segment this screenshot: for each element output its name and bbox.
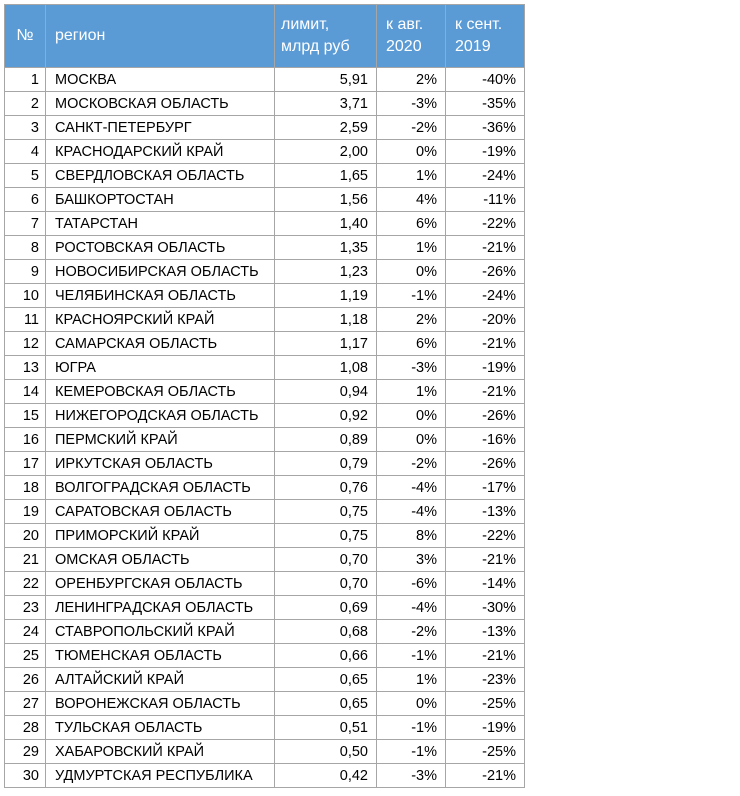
vs-sep-2019-cell: -22% [446,524,525,548]
limit-value-cell: 0,79 [275,452,377,476]
vs-aug-2020-cell: 1% [377,236,446,260]
vs-aug-2020-cell: -1% [377,716,446,740]
vs-sep-2019-cell: -30% [446,596,525,620]
vs-sep-2019-cell: -24% [446,284,525,308]
row-number-cell: 3 [5,116,46,140]
row-number-cell: 20 [5,524,46,548]
header-sep-line1: к сент. [455,16,503,33]
limit-value-cell: 2,59 [275,116,377,140]
limit-value-cell: 1,18 [275,308,377,332]
region-name-cell: АЛТАЙСКИЙ КРАЙ [46,668,275,692]
vs-sep-2019-cell: -21% [446,332,525,356]
limit-value-cell: 1,23 [275,260,377,284]
row-number-cell: 2 [5,92,46,116]
limit-value-cell: 1,35 [275,236,377,260]
table-row [5,188,525,212]
vs-aug-2020-cell: 1% [377,164,446,188]
table-row [5,548,525,572]
region-name-cell: МОСКВА [46,68,275,92]
limit-value-cell: 3,71 [275,92,377,116]
vs-sep-2019-cell: -17% [446,476,525,500]
vs-sep-2019-cell: -35% [446,92,525,116]
row-number-cell: 24 [5,620,46,644]
region-name-cell: КРАСНОДАРСКИЙ КРАЙ [46,140,275,164]
table-row [5,764,525,788]
vs-aug-2020-cell: 6% [377,332,446,356]
vs-sep-2019-cell: -21% [446,764,525,788]
region-name-cell: ЛЕНИНГРАДСКАЯ ОБЛАСТЬ [46,596,275,620]
table-header-row [5,5,525,68]
vs-sep-2019-cell: -26% [446,260,525,284]
table-row [5,476,525,500]
limit-value-cell: 0,92 [275,404,377,428]
table-row [5,356,525,380]
header-limit [275,5,377,68]
limit-value-cell: 0,50 [275,740,377,764]
row-number-cell: 18 [5,476,46,500]
vs-aug-2020-cell: -4% [377,476,446,500]
vs-sep-2019-cell: -36% [446,116,525,140]
table-row [5,164,525,188]
vs-aug-2020-cell: -1% [377,284,446,308]
row-number-cell: 21 [5,548,46,572]
row-number-cell: 29 [5,740,46,764]
vs-aug-2020-cell: 0% [377,428,446,452]
vs-sep-2019-cell: -22% [446,212,525,236]
region-name-cell: ТУЛЬСКАЯ ОБЛАСТЬ [46,716,275,740]
row-number-cell: 30 [5,764,46,788]
vs-sep-2019-cell: -21% [446,548,525,572]
row-number-cell: 8 [5,236,46,260]
vs-aug-2020-cell: 2% [377,308,446,332]
table-row [5,692,525,716]
table-row [5,212,525,236]
region-name-cell: ТЮМЕНСКАЯ ОБЛАСТЬ [46,644,275,668]
limit-value-cell: 0,70 [275,572,377,596]
limit-value-cell: 1,08 [275,356,377,380]
table-row [5,308,525,332]
vs-sep-2019-cell: -21% [446,380,525,404]
vs-aug-2020-cell: 2% [377,68,446,92]
limit-value-cell: 1,40 [275,212,377,236]
table-row [5,596,525,620]
header-region [46,5,275,68]
vs-aug-2020-cell: -1% [377,644,446,668]
vs-aug-2020-cell: -3% [377,356,446,380]
region-name-cell: САМАРСКАЯ ОБЛАСТЬ [46,332,275,356]
region-name-cell: ВОЛГОГРАДСКАЯ ОБЛАСТЬ [46,476,275,500]
vs-aug-2020-cell: 1% [377,380,446,404]
row-number-cell: 13 [5,356,46,380]
region-name-cell: КЕМЕРОВСКАЯ ОБЛАСТЬ [46,380,275,404]
table-row [5,620,525,644]
table-row [5,380,525,404]
row-number-cell: 19 [5,500,46,524]
header-region-label: регион [55,27,106,44]
region-name-cell: РОСТОВСКАЯ ОБЛАСТЬ [46,236,275,260]
vs-aug-2020-cell: 0% [377,404,446,428]
limit-value-cell: 0,75 [275,500,377,524]
limit-value-cell: 1,17 [275,332,377,356]
header-limit-line2: млрд руб [281,38,350,55]
table-row [5,524,525,548]
limit-value-cell: 0,68 [275,620,377,644]
vs-aug-2020-cell: -3% [377,764,446,788]
region-name-cell: ЧЕЛЯБИНСКАЯ ОБЛАСТЬ [46,284,275,308]
region-name-cell: БАШКОРТОСТАН [46,188,275,212]
table-row [5,236,525,260]
table-row [5,500,525,524]
vs-aug-2020-cell: -3% [377,92,446,116]
vs-sep-2019-cell: -14% [446,572,525,596]
row-number-cell: 11 [5,308,46,332]
vs-sep-2019-cell: -13% [446,620,525,644]
vs-aug-2020-cell: -2% [377,620,446,644]
vs-sep-2019-cell: -19% [446,140,525,164]
header-limit-line1: лимит, [281,16,330,33]
limit-value-cell: 0,65 [275,668,377,692]
vs-sep-2019-cell: -13% [446,500,525,524]
limit-value-cell: 5,91 [275,68,377,92]
region-name-cell: ПРИМОРСКИЙ КРАЙ [46,524,275,548]
limit-value-cell: 0,94 [275,380,377,404]
vs-aug-2020-cell: 8% [377,524,446,548]
header-aug-line1: к авг. [386,16,424,33]
vs-sep-2019-cell: -16% [446,428,525,452]
table-body [5,68,525,788]
limit-value-cell: 0,42 [275,764,377,788]
region-name-cell: НИЖЕГОРОДСКАЯ ОБЛАСТЬ [46,404,275,428]
vs-sep-2019-cell: -24% [446,164,525,188]
region-limit-table-container [4,4,525,788]
vs-aug-2020-cell: -2% [377,116,446,140]
table-row [5,260,525,284]
limit-value-cell: 0,51 [275,716,377,740]
table-row [5,572,525,596]
row-number-cell: 25 [5,644,46,668]
header-number-label: № [16,27,34,44]
row-number-cell: 28 [5,716,46,740]
vs-aug-2020-cell: 0% [377,260,446,284]
header-number [5,5,46,68]
row-number-cell: 22 [5,572,46,596]
table-row [5,716,525,740]
limit-value-cell: 0,70 [275,548,377,572]
vs-aug-2020-cell: -2% [377,452,446,476]
table-row [5,284,525,308]
vs-sep-2019-cell: -21% [446,644,525,668]
vs-aug-2020-cell: -4% [377,596,446,620]
row-number-cell: 16 [5,428,46,452]
row-number-cell: 27 [5,692,46,716]
row-number-cell: 4 [5,140,46,164]
table-row [5,92,525,116]
row-number-cell: 12 [5,332,46,356]
region-limit-table [4,4,525,788]
vs-aug-2020-cell: -4% [377,500,446,524]
table-row [5,404,525,428]
vs-aug-2020-cell: 0% [377,692,446,716]
table-row [5,68,525,92]
limit-value-cell: 2,00 [275,140,377,164]
row-number-cell: 15 [5,404,46,428]
limit-value-cell: 0,76 [275,476,377,500]
header-sep-line2: 2019 [455,38,491,55]
row-number-cell: 6 [5,188,46,212]
header-aug-line2: 2020 [386,38,422,55]
table-row [5,116,525,140]
table-row [5,140,525,164]
region-name-cell: УДМУРТСКАЯ РЕСПУБЛИКА [46,764,275,788]
row-number-cell: 7 [5,212,46,236]
vs-sep-2019-cell: -19% [446,356,525,380]
vs-aug-2020-cell: 1% [377,668,446,692]
vs-sep-2019-cell: -19% [446,716,525,740]
region-name-cell: СВЕРДЛОВСКАЯ ОБЛАСТЬ [46,164,275,188]
vs-sep-2019-cell: -21% [446,236,525,260]
region-name-cell: ИРКУТСКАЯ ОБЛАСТЬ [46,452,275,476]
region-name-cell: ХАБАРОВСКИЙ КРАЙ [46,740,275,764]
row-number-cell: 17 [5,452,46,476]
vs-sep-2019-cell: -11% [446,188,525,212]
region-name-cell: ОРЕНБУРГСКАЯ ОБЛАСТЬ [46,572,275,596]
table-row [5,428,525,452]
region-name-cell: ЮГРА [46,356,275,380]
row-number-cell: 14 [5,380,46,404]
table-row [5,332,525,356]
vs-aug-2020-cell: 4% [377,188,446,212]
limit-value-cell: 0,69 [275,596,377,620]
vs-sep-2019-cell: -20% [446,308,525,332]
limit-value-cell: 0,65 [275,692,377,716]
region-name-cell: НОВОСИБИРСКАЯ ОБЛАСТЬ [46,260,275,284]
region-name-cell: ПЕРМСКИЙ КРАЙ [46,428,275,452]
region-name-cell: СТАВРОПОЛЬСКИЙ КРАЙ [46,620,275,644]
vs-sep-2019-cell: -40% [446,68,525,92]
limit-value-cell: 0,89 [275,428,377,452]
row-number-cell: 5 [5,164,46,188]
limit-value-cell: 0,75 [275,524,377,548]
vs-aug-2020-cell: 0% [377,140,446,164]
vs-sep-2019-cell: -23% [446,668,525,692]
header-vs-sep-2019 [446,5,525,68]
table-row [5,740,525,764]
vs-aug-2020-cell: 3% [377,548,446,572]
limit-value-cell: 0,66 [275,644,377,668]
table-row [5,668,525,692]
row-number-cell: 26 [5,668,46,692]
region-name-cell: ОМСКАЯ ОБЛАСТЬ [46,548,275,572]
vs-sep-2019-cell: -26% [446,452,525,476]
region-name-cell: САНКТ-ПЕТЕРБУРГ [46,116,275,140]
table-row [5,452,525,476]
row-number-cell: 23 [5,596,46,620]
table-row [5,644,525,668]
limit-value-cell: 1,19 [275,284,377,308]
vs-aug-2020-cell: 6% [377,212,446,236]
region-name-cell: САРАТОВСКАЯ ОБЛАСТЬ [46,500,275,524]
row-number-cell: 9 [5,260,46,284]
region-name-cell: КРАСНОЯРСКИЙ КРАЙ [46,308,275,332]
vs-sep-2019-cell: -25% [446,692,525,716]
limit-value-cell: 1,56 [275,188,377,212]
region-name-cell: ТАТАРСТАН [46,212,275,236]
header-vs-aug-2020 [377,5,446,68]
vs-aug-2020-cell: -6% [377,572,446,596]
region-name-cell: ВОРОНЕЖСКАЯ ОБЛАСТЬ [46,692,275,716]
row-number-cell: 1 [5,68,46,92]
vs-sep-2019-cell: -25% [446,740,525,764]
row-number-cell: 10 [5,284,46,308]
region-name-cell: МОСКОВСКАЯ ОБЛАСТЬ [46,92,275,116]
limit-value-cell: 1,65 [275,164,377,188]
vs-sep-2019-cell: -26% [446,404,525,428]
vs-aug-2020-cell: -1% [377,740,446,764]
